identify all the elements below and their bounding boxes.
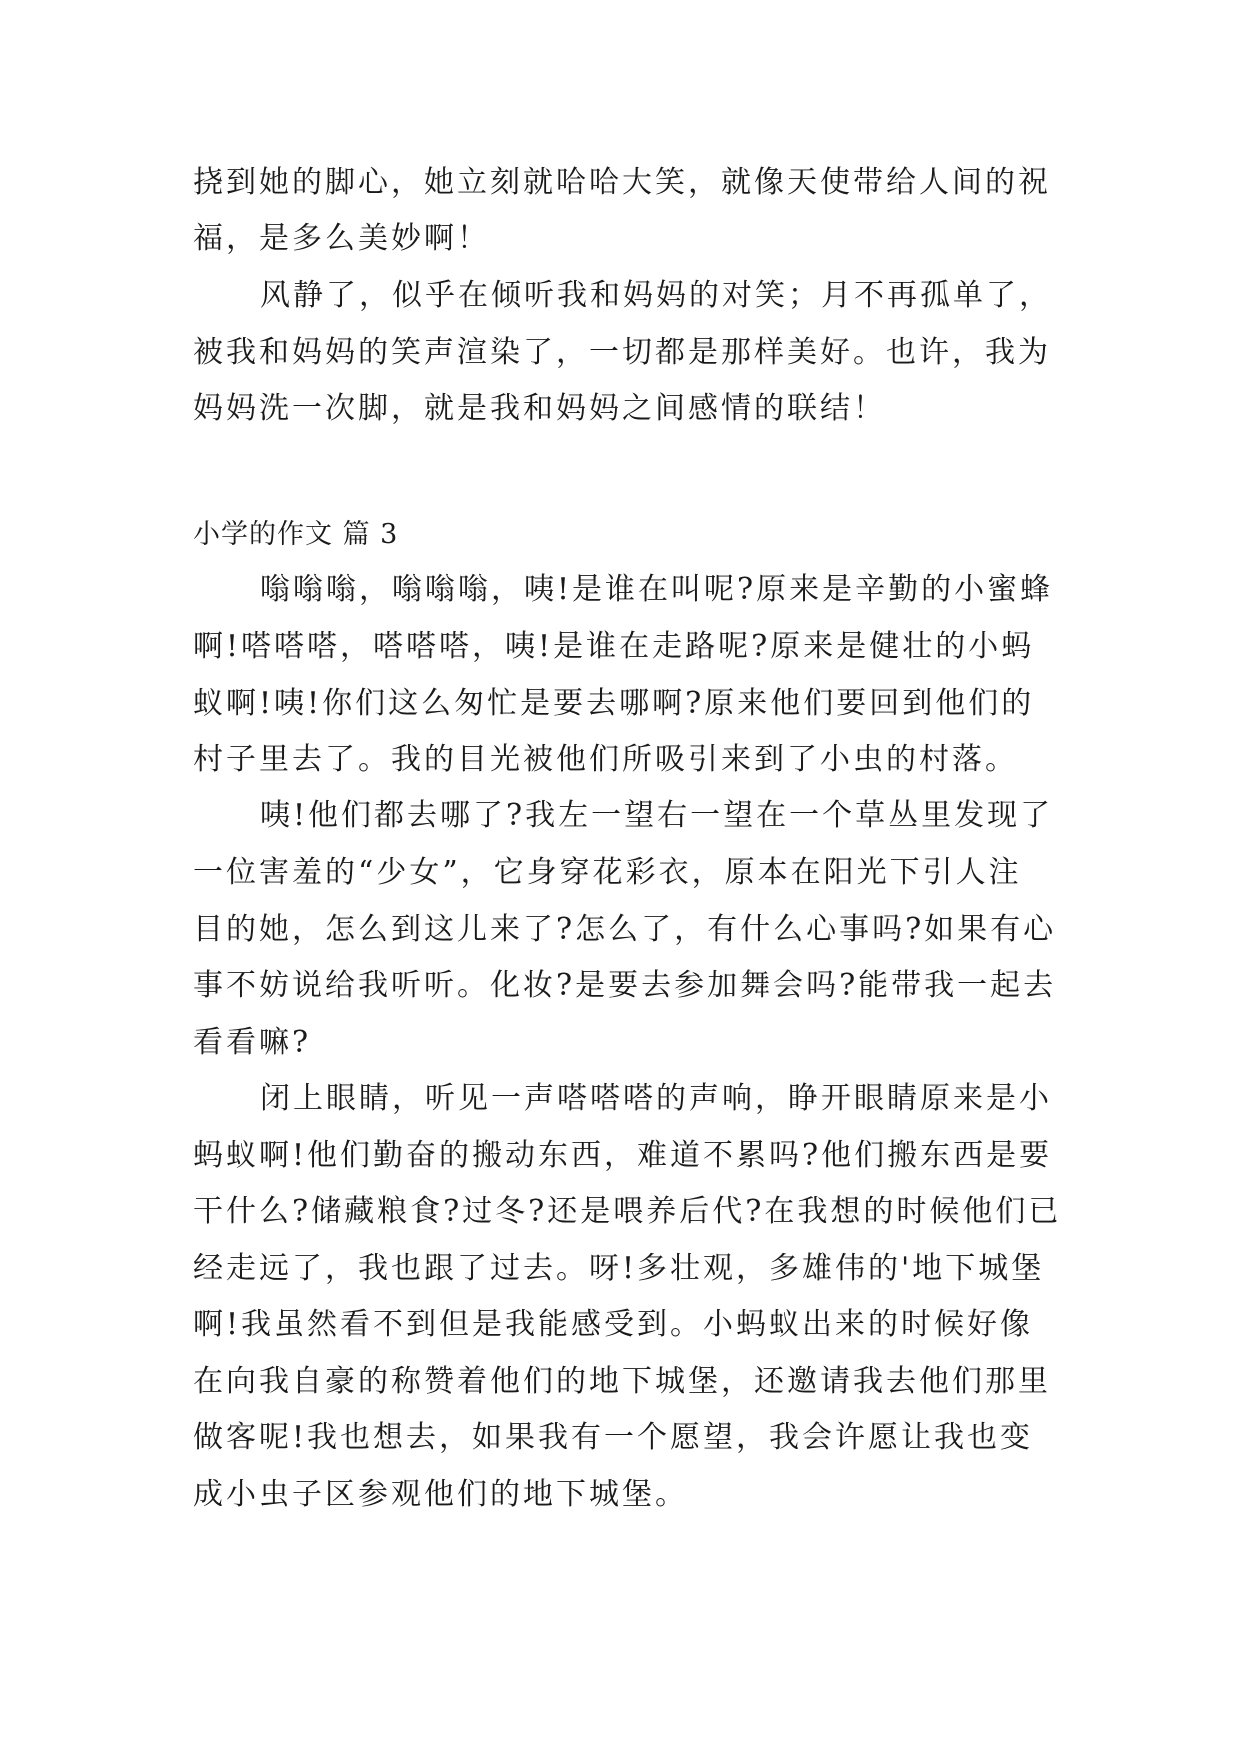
paragraph-line: 挠到她的脚心，她立刻就哈哈大笑，就像天使带给人间的祝 — [193, 165, 1051, 200]
paragraph-line: 啊!我虽然看不到但是我能感受到。小蚂蚁出来的时候好像 — [193, 1307, 1034, 1342]
paragraph-line: 闭上眼睛，听见一声嗒嗒嗒的声响，睁开眼睛原来是小 — [260, 1081, 1052, 1116]
paragraph-line: 嗡嗡嗡，嗡嗡嗡，咦!是谁在叫呢?原来是辛勤的小蜜蜂 — [260, 572, 1054, 607]
paragraph-line: 福，是多么美妙啊！ — [193, 221, 490, 256]
paragraph-line: 在向我自豪的称赞着他们的地下城堡，还邀请我去他们那里 — [193, 1364, 1051, 1399]
paragraph-line: 事不妨说给我听听。化妆?是要去参加舞会吗?能带我一起去 — [193, 968, 1057, 1003]
paragraph-line: 咦!他们都去哪了?我左一望右一望在一个草丛里发现了 — [260, 798, 1054, 833]
paragraph-line: 蚂蚁啊!他们勤奋的搬动东西，难道不累吗?他们搬东西是要 — [193, 1138, 1053, 1173]
paragraph-line: 啊!嗒嗒嗒，嗒嗒嗒，咦!是谁在走路呢?原来是健壮的小蚂 — [193, 629, 1035, 664]
paragraph-line: 村子里去了。我的目光被他们所吸引来到了小虫的村落。 — [193, 742, 1018, 777]
paragraph-line: 蚁啊!咦!你们这么匆忙是要去哪啊?原来他们要回到他们的 — [193, 686, 1035, 721]
paragraph-line: 风静了，似乎在倾听我和妈妈的对笑；月不再孤单了， — [260, 278, 1052, 313]
paragraph-line: 经走远了，我也跟了过去。呀!多壮观，多雄伟的'地下城堡 — [193, 1251, 1045, 1286]
paragraph-line: 成小虫子区参观他们的地下城堡。 — [193, 1477, 688, 1512]
paragraph-line: 妈妈洗一次脚，就是我和妈妈之间感情的联结！ — [193, 391, 886, 426]
paragraph-line: 干什么?储藏粮食?过冬?还是喂养后代?在我想的时候他们已 — [193, 1194, 1062, 1229]
paragraph-line: 看看嘛? — [193, 1025, 312, 1060]
section-title: 小学的作文 篇 3 — [193, 519, 399, 550]
paragraph-line: 目的她，怎么到这儿来了?怎么了，有什么心事吗?如果有心 — [193, 912, 1057, 947]
paragraph-line: 做客呢!我也想去，如果我有一个愿望，我会许愿让我也变 — [193, 1420, 1034, 1455]
paragraph-line: 一位害羞的“少女”，它身穿花彩衣，原本在阳光下引人注 — [193, 855, 1022, 890]
paragraph-line: 被我和妈妈的笑声渲染了，一切都是那样美好。也许，我为 — [193, 335, 1051, 370]
